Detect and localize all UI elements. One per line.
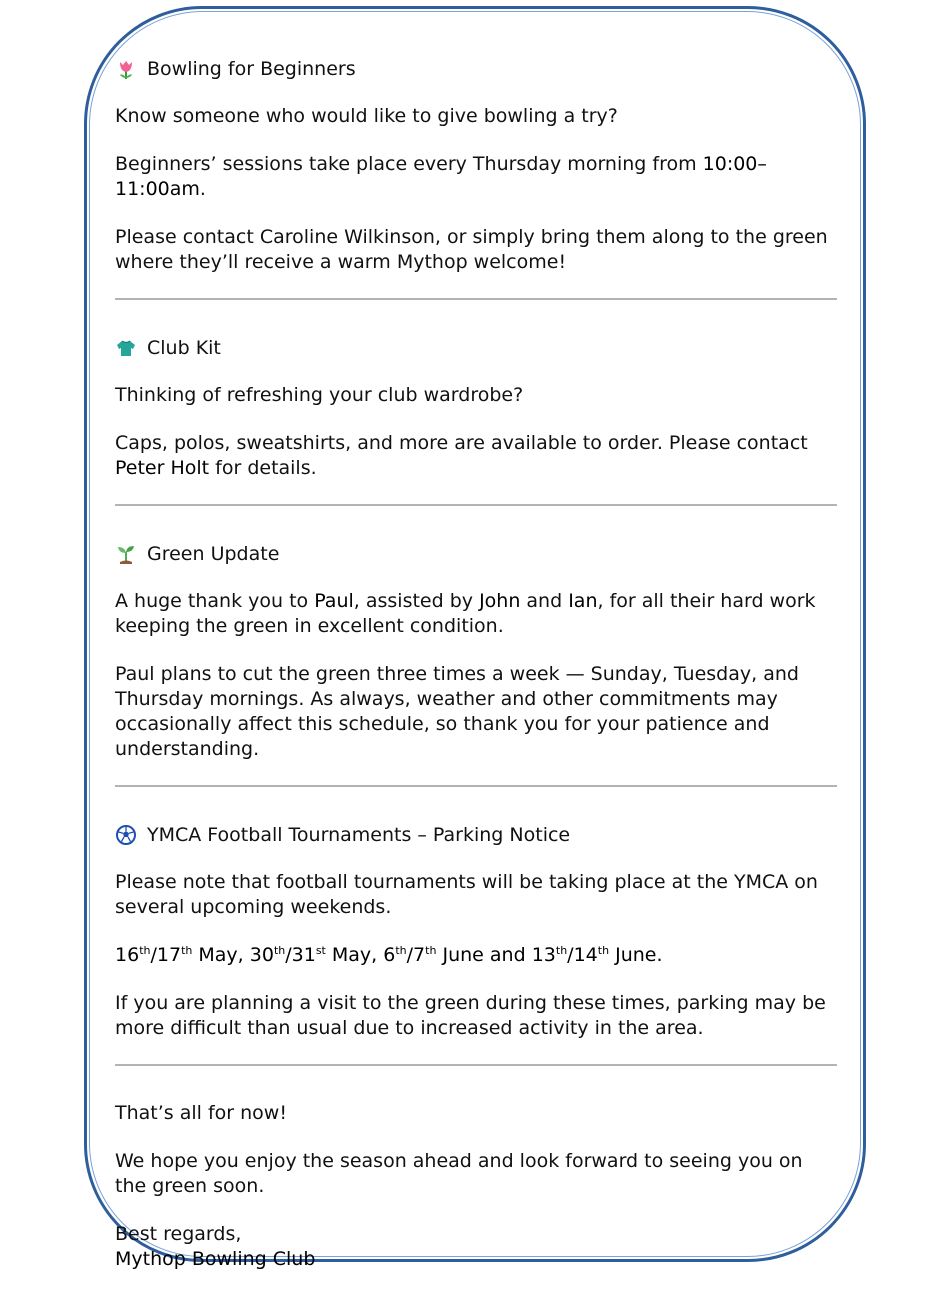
- date-text: /31: [285, 944, 316, 966]
- tulip-icon: [115, 58, 137, 80]
- paragraph: [115, 152, 837, 202]
- ordinal: st: [315, 944, 326, 957]
- ordinal: th: [273, 944, 286, 957]
- section-green-update: [115, 541, 837, 762]
- section-heading: [115, 822, 837, 848]
- text: .: [199, 178, 206, 200]
- text: , for all their hard work keeping the green in excellent condition.: [115, 590, 816, 637]
- seedling-icon: [115, 543, 137, 565]
- paragraph: That’s all for now!: [115, 1102, 287, 1124]
- paragraph: [115, 589, 837, 639]
- closing: [115, 1101, 837, 1272]
- paragraph: Please note that football tournaments will be taking place at the YMCA on several upcoming weekends.: [115, 871, 818, 918]
- volunteer-name: Ian: [568, 590, 598, 612]
- divider: [115, 1064, 837, 1066]
- paragraph: Please contact Caroline Wilkinson, or simply bring them along to the green where they’ll receive a warm Mythop welcome!: [115, 226, 828, 273]
- volunteer-name: Paul: [314, 590, 354, 612]
- date-text: June.: [609, 944, 663, 966]
- ordinal: th: [395, 944, 407, 957]
- section-title: Bowling for Beginners: [147, 58, 356, 80]
- section-heading: [115, 335, 837, 361]
- signature: Mythop Bowling Club: [115, 1248, 316, 1270]
- text: , assisted by: [353, 590, 480, 612]
- ordinal: th: [597, 944, 610, 957]
- date-text: /14: [567, 944, 598, 966]
- sign-off: [115, 1222, 837, 1272]
- soccer-ball-icon: [115, 824, 137, 846]
- date-text: May, 30: [192, 944, 274, 966]
- ordinal: th: [139, 944, 151, 957]
- section-heading: [115, 541, 837, 567]
- contact-name: Peter Holt: [115, 457, 210, 479]
- tshirt-icon: [115, 337, 137, 359]
- ordinal: th: [181, 944, 193, 957]
- text: and: [520, 590, 569, 612]
- paragraph: Thinking of refreshing your club wardrobe?: [115, 384, 524, 406]
- date-text: May, 6: [325, 944, 396, 966]
- session-time: 10:00–11:00am: [115, 153, 767, 200]
- divider: [115, 785, 837, 787]
- tournament-dates: [115, 943, 837, 968]
- section-title: Club Kit: [147, 337, 221, 359]
- regards: Best regards,: [115, 1223, 242, 1245]
- date-text: /17: [150, 944, 182, 966]
- text: Beginners’ sessions take place every Thursday morning from: [115, 153, 703, 175]
- date-text: /7: [406, 944, 426, 966]
- divider: [115, 298, 837, 300]
- section-title: Green Update: [147, 543, 280, 565]
- volunteer-name: John: [479, 590, 521, 612]
- paragraph: If you are planning a visit to the green during these times, parking may be more difficult than usual due to increased activity in the area.: [115, 992, 826, 1039]
- text: A huge thank you to: [115, 590, 315, 612]
- ordinal: th: [425, 944, 437, 957]
- divider: [115, 504, 837, 506]
- date-text: June and 13: [436, 944, 556, 966]
- newsletter-content: [115, 56, 837, 1272]
- text: Caps, polos, sweatshirts, and more are available to order. Please contact: [115, 432, 808, 454]
- section-title: YMCA Football Tournaments – Parking Notice: [147, 824, 571, 846]
- paragraph: We hope you enjoy the season ahead and look forward to seeing you on the green soon.: [115, 1150, 803, 1197]
- paragraph: [115, 431, 837, 481]
- section-ymca-parking: [115, 822, 837, 1041]
- section-heading: [115, 56, 837, 82]
- section-club-kit: [115, 335, 837, 481]
- text: for details.: [209, 457, 317, 479]
- section-bowling-for-beginners: [115, 56, 837, 275]
- date-text: 16: [115, 944, 140, 966]
- paragraph: Know someone who would like to give bowling a try?: [115, 105, 618, 127]
- paragraph: Paul plans to cut the green three times a week — Sunday, Tuesday, and Thursday mornings. As always, weather and other commitments may occasionally affect this schedule, so thank you for your patience and understanding.: [115, 663, 799, 760]
- ordinal: th: [555, 944, 568, 957]
